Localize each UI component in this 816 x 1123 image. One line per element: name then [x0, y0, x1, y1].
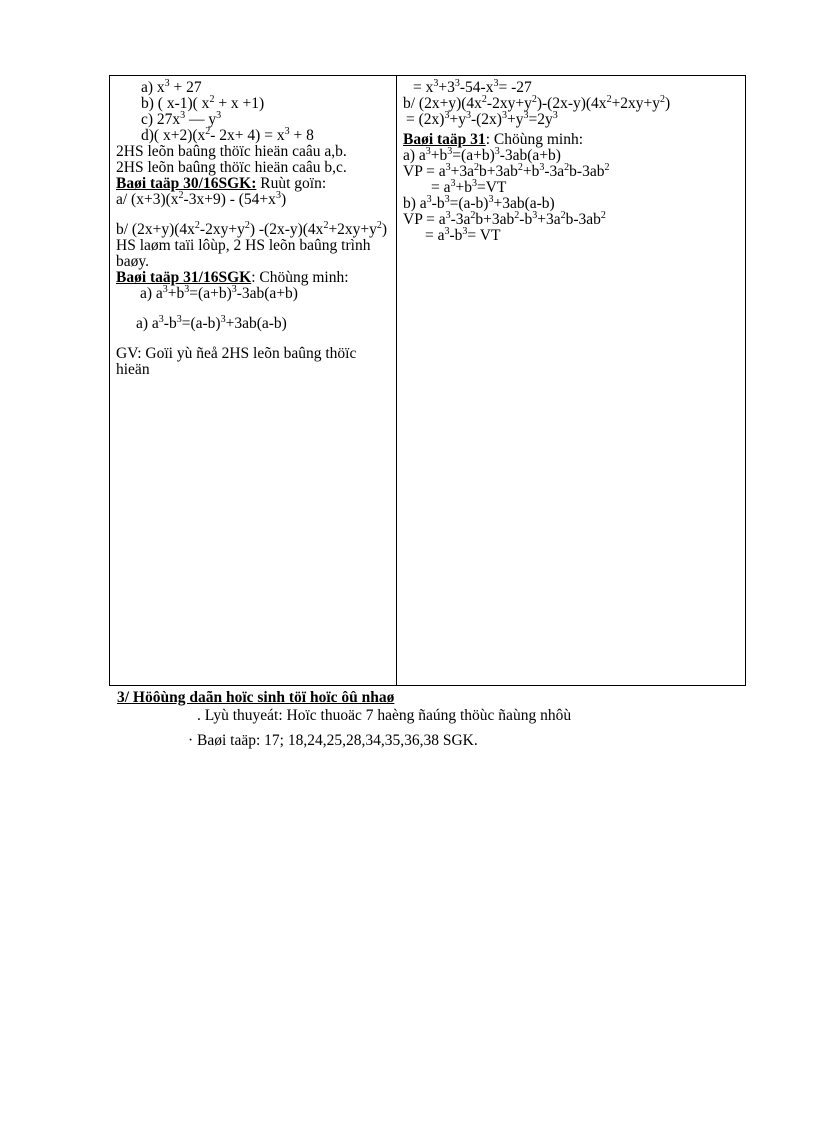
expr-c: c) $27x^3$ — $y^3$: [141, 110, 222, 128]
lesson-table: [109, 75, 746, 686]
expr-b: b) ( x-1)( $x^2 + x +1$): [141, 94, 265, 112]
identity-sum-cubes: a) $a^3+b^3=(a+b)^3-3ab(a+b)$: [140, 284, 298, 302]
left-column: [116, 80, 392, 378]
exercise-31-heading-right: Baøi taäp 31: Chöùng minh:: [403, 131, 584, 148]
proof-b-statement: b) $a^3-b^3=(a-b)^3+3ab(a-b)$: [403, 194, 555, 212]
problem-b: b/ $(2x+y)(4x^2-2xy+y^2)-(2x-y)(4x^2+2xy+y^2)$: [403, 94, 671, 112]
right-column: [403, 80, 743, 244]
teacher-note: GV: Goïi yù ñeå 2HS leõn baûng thöïc hieän: [116, 345, 357, 378]
exercise-31-heading: Baøi taäp 31/16SGK: Chöùng minh:: [116, 269, 349, 286]
homework-theory: . Lyù thuyeát: Hoïc thuoäc 7 haèng ñaúng thöùc ñaùng nhôù: [197, 707, 572, 724]
result-a: = $x^3+3^3-54-x^3= -27$: [413, 78, 532, 96]
instruction-ab: 2HS leõn baûng thöïc hieän caâu a,b.: [116, 143, 347, 160]
expr-d: d)( $x+2)(x^2-$ $2x+ 4) = x^3 + 8$: [141, 126, 314, 144]
exercise-30-a: a/ $(x+3)(x^2-3x+9) - (54+x^3)$: [116, 190, 287, 208]
exercise-30-b: b/ $(2x+y)(4x^2-2xy+y^2)$ $-(2x-y)(4x^2+2xy+y^2)$: [116, 220, 388, 238]
classwork-note: HS laøm taïi lôùp, 2 HS leõn baûng trình baøy.: [116, 237, 371, 270]
proof-a-vp: VP = $a^3+3a^2b+3ab^2+b^3-3a^2b-3ab^2$: [403, 162, 610, 180]
proof-a-statement: a) $a^3+b^3=(a+b)^3-3ab(a+b)$: [403, 146, 561, 164]
homework-title: 3/ Höôùng daãn hoïc sinh töï hoïc ôû nhaø: [117, 689, 395, 706]
expr-a: a) $x^3 + 27$: [141, 78, 202, 96]
proof-b-result: = $a^3-b^3=$ VT: [425, 226, 501, 244]
proof-b-vp: VP = $a^3-3a^2b+3ab^2-b^3+3a^2b-3ab^2$: [403, 210, 606, 228]
proof-a-result: = $a^3+b^3=VT$: [431, 178, 507, 196]
homework-exercises: · Baøi taäp: 17; 18,24,25,28,34,35,36,38 SGK.: [188, 732, 478, 749]
instruction-bc: 2HS leõn baûng thöïc hieän caâu b,c.: [116, 159, 347, 176]
column-divider: [396, 76, 397, 685]
identity-diff-cubes: a) $a^3-b^3=(a-b)^3+3ab(a-b)$: [136, 314, 287, 332]
result-b: = $(2x)^3+y^3-(2x)^3+y^3=2y^3$: [406, 110, 558, 128]
exercise-30-heading: Baøi taäp 30/16SGK: Ruùt goïn:: [116, 175, 327, 192]
